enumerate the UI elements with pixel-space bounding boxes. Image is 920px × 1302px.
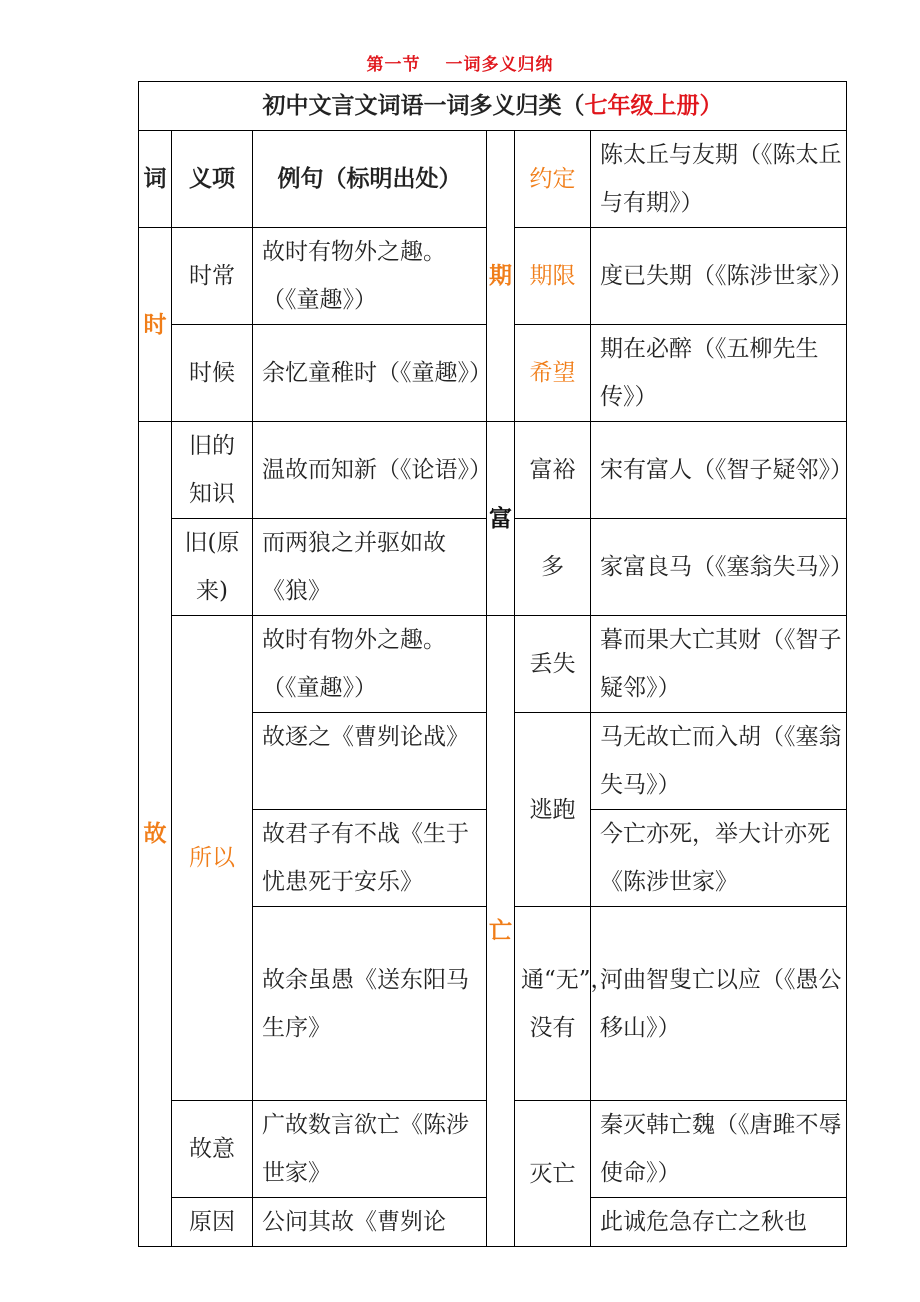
page-title: 第一节 一词多义归纳 xyxy=(366,55,554,75)
word-fu: 富 xyxy=(487,422,515,616)
example-cell: 余忆童稚时（《童趣》） xyxy=(253,325,487,422)
meaning-cell: 通“无”，没有 xyxy=(515,907,591,1101)
word-gu: 故 xyxy=(139,422,172,1247)
meaning-cell: 丢失 xyxy=(515,616,591,713)
meaning-cell: 多 xyxy=(515,519,591,616)
meaning-cell: 灭亡 xyxy=(515,1101,591,1247)
example-cell: 广故数言欲亡《陈涉世家》 xyxy=(253,1101,487,1198)
meaning-cell: 故意 xyxy=(172,1101,253,1198)
meaning-cell: 原因 xyxy=(172,1198,253,1247)
header-meaning: 义项 xyxy=(172,131,253,228)
table-row xyxy=(139,422,847,519)
example-cell: 度已失期（《陈涉世家》） xyxy=(591,228,847,325)
table-row xyxy=(139,131,847,228)
table-row xyxy=(139,616,847,713)
meaning-cell: 富裕 xyxy=(515,422,591,519)
example-cell: 河曲智叟亡以应（《愚公移山》） xyxy=(591,907,847,1101)
example-cell: 秦灭韩亡魏（《唐雎不辱使命》） xyxy=(591,1101,847,1198)
meaning-cell: 逃跑 xyxy=(515,713,591,907)
example-cell: 暮而果大亡其财（《智子疑邻》） xyxy=(591,616,847,713)
example-cell: 今亡亦死，举大计亦死《陈涉世家》 xyxy=(591,810,847,907)
example-cell: 故时有物外之趣。（《童趣》） xyxy=(253,616,487,713)
word-shi: 时 xyxy=(139,228,172,422)
example-cell: 马无故亡而入胡（《塞翁失马》） xyxy=(591,713,847,810)
grade-highlight: 七年级上册 xyxy=(584,93,700,119)
example-cell: 故君子有不战《生于忧患死于安乐》 xyxy=(253,810,487,907)
example-cell: 期在必醉（《五柳先生传》） xyxy=(591,325,847,422)
example-cell: 公问其故《曹刿论 xyxy=(253,1198,487,1247)
word-wang: 亡 xyxy=(487,616,515,1247)
meaning-cell: 约定 xyxy=(515,131,591,228)
polysemy-table xyxy=(138,81,853,1247)
word-qi: 期 xyxy=(487,131,515,422)
meaning-cell: 时候 xyxy=(172,325,253,422)
meaning-cell: 希望 xyxy=(515,325,591,422)
meaning-cell: 旧(原来) xyxy=(172,519,253,616)
example-cell: 宋有富人（《智子疑邻》） xyxy=(591,422,847,519)
example-cell: 故逐之《曹刿论战》 xyxy=(253,713,487,810)
meaning-cell: 时常 xyxy=(172,228,253,325)
example-cell: 而两狼之并驱如故《狼》 xyxy=(253,519,487,616)
table-caption-row xyxy=(139,82,847,131)
meaning-cell: 所以 xyxy=(172,616,253,1101)
meaning-cell: 旧的知识 xyxy=(172,422,253,519)
example-cell: 陈太丘与友期（《陈太丘与有期》） xyxy=(591,131,847,228)
example-cell: 温故而知新（《论语》） xyxy=(253,422,487,519)
example-cell: 故余虽愚《送东阳马生序》 xyxy=(253,907,487,1101)
meaning-cell: 期限 xyxy=(515,228,591,325)
table-caption: 初中文言文词语一词多义归类（七年级上册） xyxy=(139,82,847,131)
header-word: 词 xyxy=(139,131,172,228)
example-cell: 此诚危急存亡之秋也 xyxy=(591,1198,847,1247)
example-cell: 故时有物外之趣。（《童趣》） xyxy=(253,228,487,325)
header-example: 例句（标明出处） xyxy=(253,131,487,228)
example-cell: 家富良马（《塞翁失马》） xyxy=(591,519,847,616)
